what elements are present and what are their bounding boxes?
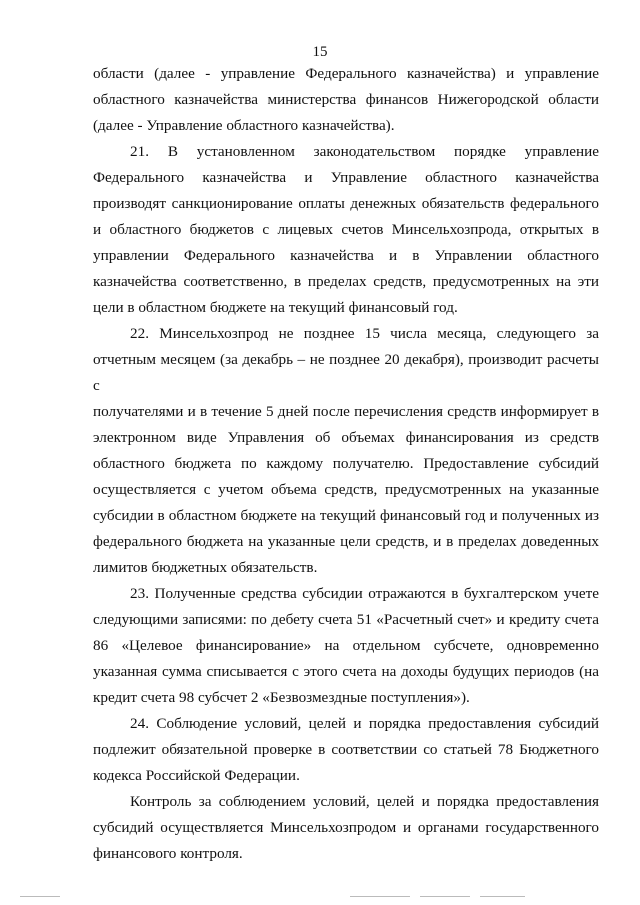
paragraph-intro: [93, 61, 599, 139]
paragraph-23: [93, 581, 599, 711]
text-line: 86 «Целевое финансирование» на отдельном субсчете, одновременно: [93, 637, 599, 654]
paragraph-22: [93, 321, 599, 581]
scan-artifact: [20, 896, 60, 897]
text-line: субсидии в областном бюджете на текущий финансовый год и полученных из: [93, 507, 599, 524]
text-line: управлении Федерального казначейства и в Управлении областного: [93, 247, 599, 264]
text-line: производят санкционирование оплаты денежных обязательств федерального: [93, 195, 599, 212]
paragraph-21: [93, 139, 599, 321]
text-line: 21. В установленном законодательством порядке управление: [130, 143, 599, 160]
text-line: субсидий осуществляется Минсельхозпродом и органами государственного: [93, 819, 599, 836]
text-line: лимитов бюджетных обязательств.: [93, 559, 318, 576]
paragraph-control: [93, 789, 599, 867]
scan-artifact: [420, 896, 470, 897]
scan-artifact: [480, 896, 525, 897]
text-line: и областного бюджетов с лицевых счетов Минсельхозпрода, открытых в: [93, 221, 599, 238]
text-line: отчетным месяцем (за декабрь – не позднее 20 декабря), производит расчеты с: [93, 351, 599, 394]
text-line: кодекса Российской Федерации.: [93, 767, 300, 784]
text-line: получателями и в течение 5 дней после перечисления средств информирует в: [93, 403, 599, 420]
text-line: областного казначейства министерства финансов Нижегородской области: [93, 91, 599, 108]
text-line: 24. Соблюдение условий, целей и порядка предоставления субсидий: [130, 715, 599, 732]
page-number: 15: [312, 44, 328, 60]
text-line: электронном виде Управления об объемах финансирования из средств: [93, 429, 599, 446]
text-line: указанная сумма списывается с этого счета на доходы будущих периодов (на: [93, 663, 599, 680]
text-line: Контроль за соблюдением условий, целей и порядка предоставления: [130, 793, 599, 810]
text-line: осуществляется с учетом объема средств, предусмотренных на указанные: [93, 481, 599, 498]
paragraph-24: [93, 711, 599, 789]
scan-artifact: [350, 896, 410, 897]
text-line: следующими записями: по дебету счета 51 «Расчетный счет» и кредиту счета: [93, 611, 599, 628]
text-line: кредит счета 98 субсчет 2 «Безвозмездные поступления»).: [93, 689, 470, 706]
text-line: Федерального казначейства и Управление областного казначейства: [93, 169, 599, 186]
text-line: 22. Минсельхозпрод не позднее 15 числа месяца, следующего за: [130, 325, 599, 342]
text-line: (далее - Управление областного казначейства).: [93, 117, 395, 134]
text-line: цели в областном бюджете на текущий финансовый год.: [93, 299, 458, 316]
text-line: 23. Полученные средства субсидии отражаются в бухгалтерском учете: [130, 585, 599, 602]
text-line: области (далее - управление Федерального казначейства) и управление: [93, 65, 599, 82]
text-line: федерального бюджета на указанные цели средств, и в пределах доведенных: [93, 533, 599, 550]
document-body: [93, 61, 599, 867]
text-line: подлежит обязательной проверке в соответствии со статьей 78 Бюджетного: [93, 741, 599, 758]
text-line: финансового контроля.: [93, 845, 243, 862]
text-line: областного бюджета по каждому получателю. Предоставление субсидий: [93, 455, 599, 472]
text-line: казначейства соответственно, в пределах средств, предусмотренных на эти: [93, 273, 599, 290]
